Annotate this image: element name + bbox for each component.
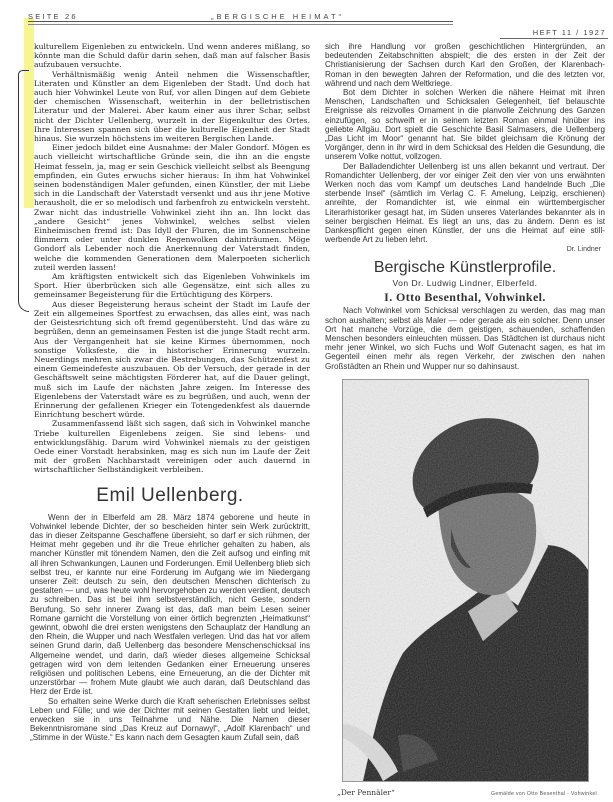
image-caption-title: „Der Pennäler“: [337, 788, 395, 797]
author-signature: Dr. Lindner: [566, 246, 601, 254]
paragraph: Nach Vohwinkel vom Schicksal verschlagen zu werden, das mag man schon aushalten; selbst als Maler — oder gerade als ein solcher. Denn unser Ort hat manche Vorzüge, die dem geistigen, schauenden, schaffenden Menschen besonders einleuchten müssen. Das Städtchen ist durchaus nicht mehr jener Winkel, wo sich Fuchs und Wolf Gutenacht sagen, es hat im Gegenteil einen mehr als regen Verkehr, der zwischen den nahen Großstädten an Rhein und Wupper nur so dahinsaust.: [325, 306, 605, 371]
issue-rule: [500, 38, 608, 39]
article-besenthal-column: [325, 306, 605, 370]
paragraph: So erhalten seine Werke durch die Kraft seherischen Erlebnisses selbst Leben und Fülle; und wie der Dichter mit seinen Gestalten liebt und leidet, erwecken sie in uns Teilnahme und Nähe. Die Namen dieser Bekenntnisromane sind „Das Kreuz auf Dornawyl“, „Adolf Klarenbach“ und „Stimme in der Wüste.“ Es kann nach dem Gesagten kaum Zufall sein, daß: [30, 696, 310, 743]
article-uellenberg-column: [30, 513, 310, 743]
paragraph: sich ihre Handlung vor großen geschichtlichen Hintergründen, an bedeutenden Zeitabschnitten abspielt; die des ersten in der Zeit der Christianisierung der Sachsen durch Karl den Großen, der Klarenbach-Roman in den bewegten Jahren der Reformation, und die des letzten vor, während und nach dem Weltkriege.: [325, 42, 605, 88]
page-header: [28, 8, 608, 38]
margin-bracket-mark: [18, 70, 29, 312]
article-uellenberg-continuation: [325, 42, 605, 244]
portrait-illustration: [343, 380, 588, 781]
left-column: [30, 42, 310, 798]
article-title-kuenstlerprofile: Bergische Künstlerprofile.: [373, 259, 557, 277]
section-heading: I. Otto Besenthal, Vohwinkel.: [384, 290, 546, 305]
image-captions: [337, 788, 597, 798]
right-column: [325, 42, 605, 798]
paragraph: Aus dieser Begeisterung heraus scheint der Stadt im Laufe der Zeit ein allgemeines Sportfest zu erwachsen, das alles eint, was nach der Geistesrichtung sich oft fremd gegenübersteht. Und das wäre zu begrüßen, denn an gemeinsamen Festen ist die junge Stadt recht arm. Aus der Vergangenheit hat sie keine Kirmes übernommen, noch sonstige Volksfeste, die in historischer Erinnerung wurzeln. Neuerdings mehren sich zwar die Bestrebungen, das Schützenfest zu einem Gemeindefeste auszubauen. Ob der Versuch, der gerade in der Geschäftswelt seine mächtigsten Förderer hat, auf die Dauer gelingt, muß sich im Laufe der nächsten Jahre zeigen. Im Interesse des Eigenlebens der Vaterstadt wäre es zu begrüßen, und auch, wenn der Erinnerung der gefallenen Krieger ein Totengedenkfest als dauernde Einrichtung beschert würde.: [34, 299, 310, 420]
article-byline: Von Dr. Ludwig Lindner, Elberfeld.: [392, 278, 538, 289]
article-title-uellenberg: Emil Uellenberg.: [96, 484, 244, 506]
paragraph: Der Balladendichter Uellenberg ist uns allen bekannt und vertraut. Der Romandichter Uellenberg, der vor einiger Zeit den vier von uns erwähnten Werken noch das vom Kampf um deutsches Land handelnde Buch „Die sterbende Insel“ (sämtlich im Verlag C. F. Amelung, Leipzig, erschienen) anreihte, der Romandichter ist, wie einmal ein württembergischer Literarhistoriker gesagt hat, im Süden unseres Vaterlandes bekannter als in seiner bergischen Heimat. Es liegt an uns, das zu ändern. Denn es ist Dankespflicht gegen einen Künstler, der uns die Heimat auf eine still-werbende Art zu lieben lehrt.: [325, 161, 605, 245]
article-vohwinkel-column: [30, 42, 310, 475]
paragraph: Einer jedoch bildet eine Ausnahme: der Maler Gondorf. Mögen es auch vielleicht wirtschaftliche Gründe sein, die ihn an die engste Heimat fesseln, ja, mag er sein Geschick vielleicht selbst als Beengung empfinden, ein Gutes erwuchs sicher hieraus: In ihm hat Vohwinkel seinen bodenständigen Maler gefunden, einen Künstler, der mit Liebe sich in die Landschaft der Vaterstadt versenkt und aus ihr jene Motive herausholt, die er so melodisch und farbenfroh zu entwickeln versteht. Zwar nicht das industrielle Vohwinkel zieht ihn an. Ihn lockt das „andere Gesicht“ jenes Vohwinkel, welches selbst vielen Einheimischen fremd ist: Das Idyll der Fluren, die im Sonnenscheine flimmern oder unter dunklen Regenwolken dahinträumen. Möge Gondorf als Lebender noch die Anerkennung der Vaterstadt finden, welche die kommenden Generationen dem Malerpoeten sicherlich zuteil werden lassen!: [34, 143, 310, 272]
painting-image-der-pennaeler: [342, 379, 589, 782]
paragraph: Verhältnismäßig wenig Anteil nehmen die Wissenschaftler, Literaten und Künstler an dem Eigenleben der Stadt. Und doch hat auch hier Vohwinkel Leute von Ruf, vor allen Dingen auf dem Gebiete der chemischen Wissenschaft, weiterhin in der belletristischen Literatur und der Malerei. Aber kaum einer aus ihrer Schar, selbst nicht der Dichter Uellenberg, wurzelt in der Eigenkultur des Ortes. Ihre Interessen spannen sich über die kulturelle Eigenheit der Stadt hinaus. Sie wurzeln höchstens im weiteren Bergischen Lande.: [34, 69, 310, 144]
issue-number: HEFT 11 / 1927: [532, 28, 606, 37]
publication-title: „BERGISCHE HEIMAT“: [211, 12, 345, 21]
paragraph: kulturellem Eigenleben zu entwickeln. Und wenn anderes mißlang, so könnte man die Schuld dafür darin sehen, daß man auf falscher Basis aufzubauen versuchte.: [34, 42, 310, 70]
image-caption-credit: Gemälde von Otto Besenthal - Vohwinkel: [491, 791, 597, 797]
paragraph: Wenn der in Elberfeld am 28. März 1874 geborene und heute in Vohwinkel lebende Dichter, der so bescheiden hinter sein Werk zurücktritt, das in dieser Zeitspanne Geschaffene übersieht, so darf er sich rühmen, der Heimat mehr gegeben und ihr die Treue ehrlicher gehalten zu haben, als mancher Künstler mit tönendem Namen, den die Zeit aufsog und einfing mit all ihren Schwankungen, Launen und Forderungen. Emil Uellenberg blieb sich selbst treu, er kannte nur eine Forderung im Aufgang wie im Niedergang unserer Zeit: deutsch zu sein, den deutschen Menschen dichterisch zu gestalten — und, was heute wohl hervorgehoben zu werden verdient, deutsch zu schreiben. Das ist bei ihm selbstverständlich, nicht Geste, sondern Berufung. So sehr innerer Zwang ist das, daß man beim Lesen seiner Romane garnicht die Vorstellung von einer örtlich begrenzten „Heimatkunst“ gewinnt, obwohl die drei ersten wenigstens den Schauplatz der Handlung an den Rhein, die Wupper und nach Westfalen verlegen. Und das hat vor allem seinen Grund darin, daß Uellenberg das besondere Menschenschicksal ins Allgemeine wendet, und darin, daß wieder dieses allgemeine Schicksal getragen wird von dem leitenden Gedanken einer Erneuerung unseres religiösen und politischen Lebens, eine Erneuerung, an die der Dichter mit unzerstörbar — frohem Mute glaubt wie auch daran, daß Deutschland das Herz der Erde ist.: [30, 512, 310, 697]
paragraph: Zusammenfassend läßt sich sagen, daß sich in Vohwinkel manche Triebe kulturellen Eigenlebens zeigen. Sie sind lebens- und entwicklungsfähig. Darum wird Vohwinkel niemals zu der geistigen Oede einer Vorstadt herabsinken, mag es sich nun im Laufe der Zeit mit der großen Nachbarstadt vereinigen oder auch dauernd in wirtschaftlicher Selbständigkeit verbleiben.: [34, 419, 310, 475]
header-rule-thin: [28, 24, 453, 25]
paragraph: Bot dem Dichter in solchen Werken die nähere Heimat mit ihren Menschen, Landschaften und Schicksalen Gelegenheit, tief belauschte Ereignisse als reizvolles Ornament in die planvolle Zeichnung des Ganzen einzufügen, so schweift er in seinem letzten Roman einmal hinüber ins geliebte Allgäu. Dort spielt die Geschichte Basil Salmasers, die Uellenberg „Das Licht im Moor“ genannt hat. Sie bildet gleichsam die Krönung der Vorgänger, denn in ihr wird in dem Schicksal des Helden die Gesundung, die unserem Volke nottut, vollzogen.: [325, 88, 605, 162]
paragraph: Am kräftigsten entwickelt sich das Eigenleben Vohwinkels im Sport. Hier überbrücken sich alle Gegensätze, eint sich alles zu gemeinsamer Begeisterung für die Ertüchtigung des Körpers.: [34, 272, 310, 300]
header-rule: [28, 21, 453, 22]
page-number: SEITE 26: [28, 12, 78, 21]
